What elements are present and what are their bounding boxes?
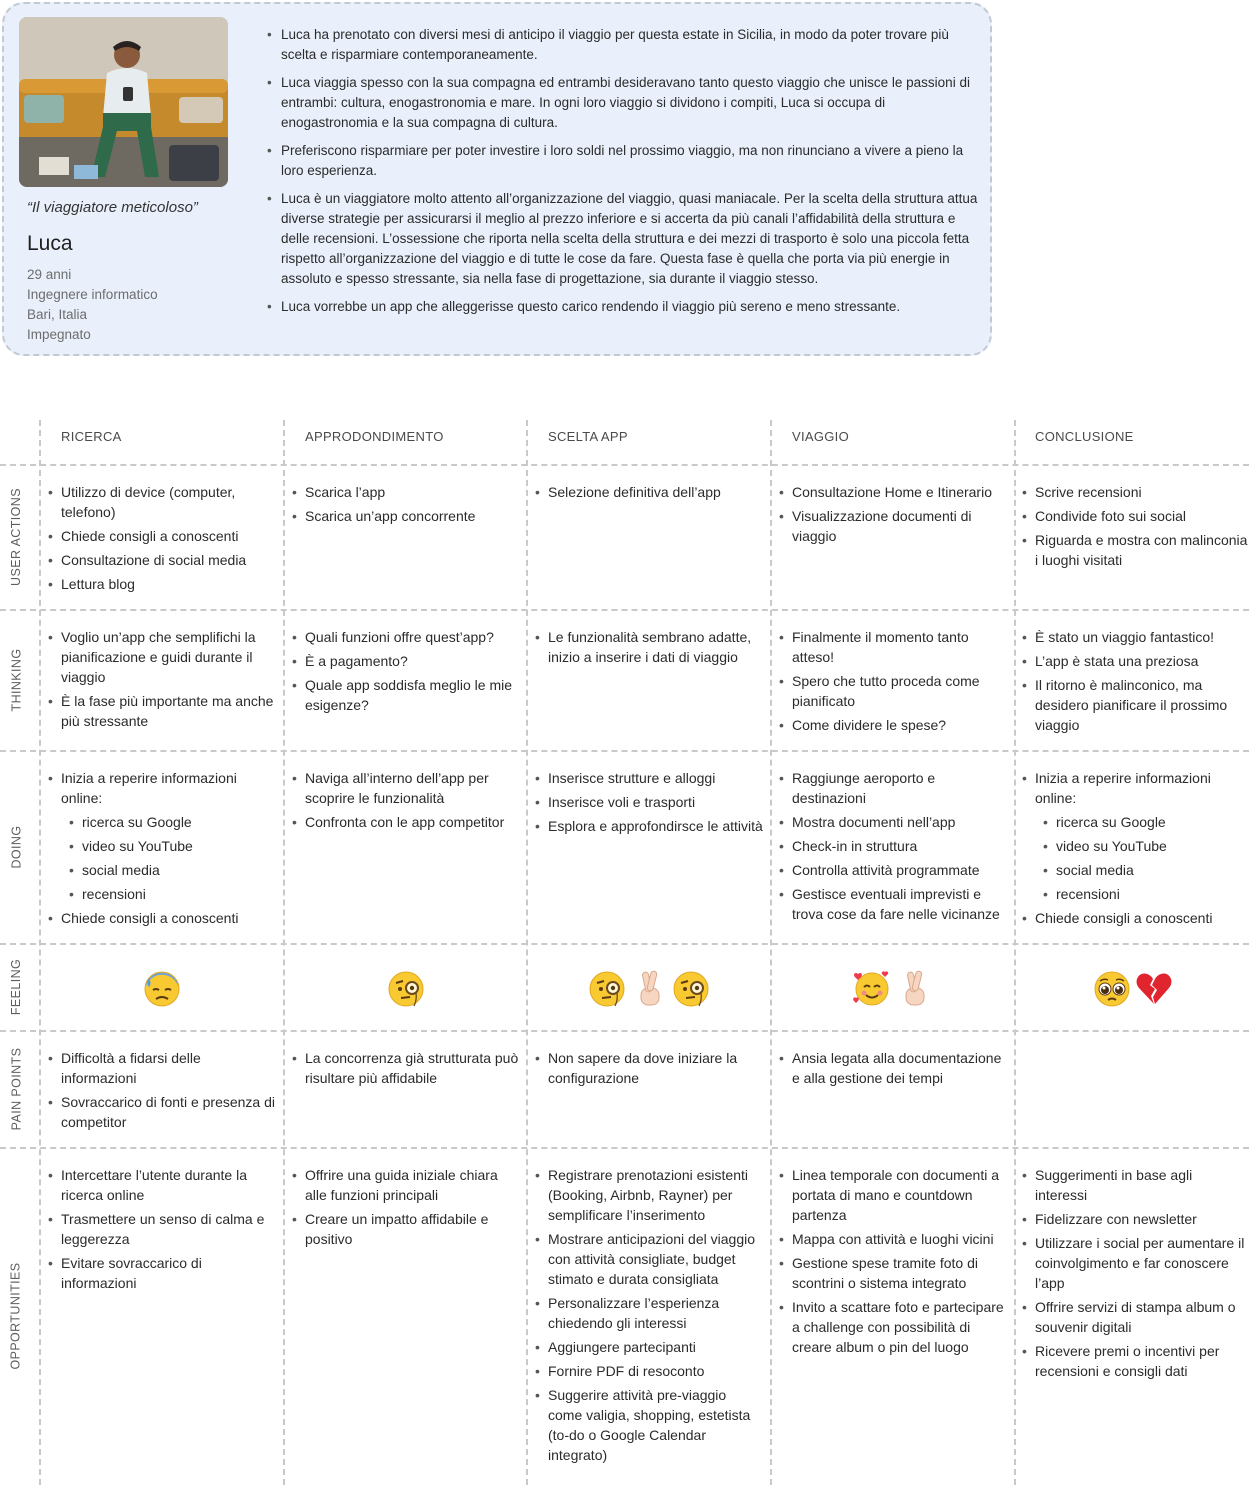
cell-opportunities-conclusione <box>1022 1165 1248 1385</box>
sub-list-item: • video su YouTube <box>69 836 276 856</box>
sub-list-item: • recensioni <box>1043 884 1248 904</box>
cell-feeling-conclusione <box>1016 945 1249 1030</box>
list-item: • Gestisce eventuali imprevisti e trova cose da fare nelle vicinanze <box>779 884 1007 924</box>
row-divider <box>0 1030 1249 1032</box>
list-item: • Controlla attività programmate <box>779 860 1007 880</box>
list-item: • Visualizzazione documenti di viaggio <box>779 506 1007 546</box>
list-item: • Naviga all’interno dell’app per scoprire le funzionalità <box>292 768 520 808</box>
list-item: • Quale app soddisfa meglio le mie esigenze? <box>292 675 520 715</box>
row-label-doing: DOING <box>9 825 24 868</box>
sub-list-item: • recensioni <box>69 884 276 904</box>
list-item: • L’app è stata una preziosa <box>1022 651 1248 671</box>
journey-map <box>0 420 1249 1485</box>
persona-job: Ingegnere informatico <box>27 287 158 302</box>
row-label-feeling: FEELING <box>9 958 24 1015</box>
list-item: • Scarica un’app concorrente <box>292 506 520 526</box>
persona-quote: “Il viaggiatore meticoloso” <box>27 199 198 216</box>
list-item: • Invito a scattare foto e partecipare a challenge con possibilità di creare album o pin del luogo <box>779 1297 1007 1357</box>
list-item: • Confronta con le app competitor <box>292 812 520 832</box>
list-item: • Trasmettere un senso di calma e leggerezza <box>48 1209 276 1249</box>
list-item: • Spero che tutto proceda come pianificato <box>779 671 1007 711</box>
list-item: • Mappa con attività e luoghi vicini <box>779 1229 1007 1249</box>
cell-opportunities-viaggio <box>779 1165 1007 1361</box>
row-label-user-actions: USER ACTIONS <box>9 487 23 586</box>
list-item: • Fidelizzare con newsletter <box>1022 1209 1248 1229</box>
list-item: • Raggiunge aeroporto e destinazioni <box>779 768 1007 808</box>
row-divider <box>0 609 1249 611</box>
list-item: • Difficoltà a fidarsi delle informazioni <box>48 1048 276 1088</box>
sub-list-item: • ricerca su Google <box>69 812 276 832</box>
cell-pain-points-approfondimento <box>292 1048 520 1092</box>
phase-header-conclusione: CONCLUSIONE <box>1035 429 1134 444</box>
sub-list-item: • ricerca su Google <box>1043 812 1248 832</box>
list-item: • Inizia a reperire informazioni online: • ricerca su Google • video su YouTube • social media • recensioni <box>48 768 276 904</box>
cell-user-actions-scelta-app <box>535 482 763 506</box>
bio-item: • Preferiscono risparmiare per poter investire i loro soldi nel prossimo viaggio, ma non rinunciano a vivere a pieno la loro esperienza. <box>267 141 982 181</box>
row-divider <box>0 464 1249 466</box>
cell-user-actions-ricerca <box>48 482 276 598</box>
monocle-face-icon <box>386 968 426 1008</box>
persona-details <box>27 265 158 345</box>
crossed-fingers-icon <box>894 968 934 1008</box>
monocle-face-icon <box>671 968 711 1008</box>
list-item: • Chiede consigli a conoscenti <box>48 526 276 546</box>
sub-list-item: • social media <box>69 860 276 880</box>
sub-list-item: • social media <box>1043 860 1248 880</box>
cell-doing-conclusione <box>1022 768 1248 932</box>
cell-thinking-scelta-app <box>535 627 765 671</box>
crossed-fingers-icon <box>629 968 669 1008</box>
broken-heart-icon <box>1134 968 1174 1008</box>
list-item: • È a pagamento? <box>292 651 520 671</box>
cell-doing-scelta-app <box>535 768 763 840</box>
list-item: • Fornire PDF di resoconto <box>535 1361 763 1381</box>
cell-thinking-ricerca <box>48 627 276 735</box>
cell-user-actions-approfondimento <box>292 482 520 530</box>
list-item: • È stato un viaggio fantastico! <box>1022 627 1248 647</box>
persona-bio <box>267 25 982 325</box>
list-item: • Utilizzo di device (computer, telefono) <box>48 482 276 522</box>
cell-feeling-approfondimento <box>285 945 526 1030</box>
list-item: • Intercettare l’utente durante la ricerca online <box>48 1165 276 1205</box>
list-item: • Inizia a reperire informazioni online: • ricerca su Google • video su YouTube • social media • recensioni <box>1022 768 1248 904</box>
cell-opportunities-scelta-app <box>535 1165 763 1469</box>
list-item: • Registrare prenotazioni esistenti (Booking, Airbnb, Rayner) per semplificare l’inserimento <box>535 1165 763 1225</box>
pleading-face-icon <box>1092 968 1132 1008</box>
cell-pain-points-ricerca <box>48 1048 276 1136</box>
phase-header-approfondimento: APPRODONDIMENTO <box>305 429 444 444</box>
list-item: • Gestione spese tramite foto di scontrini o sistema integrato <box>779 1253 1007 1293</box>
cell-thinking-viaggio <box>779 627 1007 739</box>
sub-list-item: • video su YouTube <box>1043 836 1248 856</box>
list-item: • Come dividere le spese? <box>779 715 1007 735</box>
cell-pain-points-viaggio <box>779 1048 1007 1092</box>
list-item: • Lettura blog <box>48 574 276 594</box>
list-item: • Chiede consigli a conoscenti <box>48 908 276 928</box>
cell-thinking-conclusione <box>1022 627 1248 739</box>
cell-doing-ricerca <box>48 768 276 932</box>
cell-feeling-viaggio <box>772 945 1014 1030</box>
row-divider <box>0 1147 1249 1149</box>
list-item: • Chiede consigli a conoscenti <box>1022 908 1248 928</box>
persona-name: Luca <box>27 232 73 255</box>
cell-thinking-approfondimento <box>292 627 520 719</box>
list-item: • Selezione definitiva dell’app <box>535 482 763 502</box>
list-item: • Riguarda e mostra con malinconia i luoghi visitati <box>1022 530 1248 570</box>
cell-user-actions-conclusione <box>1022 482 1248 574</box>
persona-card <box>2 2 992 356</box>
list-item: • Consultazione Home e Itinerario <box>779 482 1007 502</box>
list-item: • Finalmente il momento tanto atteso! <box>779 627 1007 667</box>
row-divider <box>0 750 1249 752</box>
row-label-pain-points: PAIN POINTS <box>9 1047 23 1130</box>
cell-user-actions-viaggio <box>779 482 1007 550</box>
list-item: • Offrire una guida iniziale chiara alle funzioni principali <box>292 1165 520 1205</box>
phase-header-viaggio: VIAGGIO <box>792 429 850 444</box>
list-item: • Suggerimenti in base agli interessi <box>1022 1165 1248 1205</box>
list-item: • Ansia legata alla documentazione e alla gestione dei tempi <box>779 1048 1007 1088</box>
list-item: • Condivide foto sui social <box>1022 506 1248 526</box>
list-item: • Linea temporale con documenti a portata di mano e countdown partenza <box>779 1165 1007 1225</box>
list-item: • Offrire servizi di stampa album o souvenir digitali <box>1022 1297 1248 1337</box>
list-item: • Consultazione di social media <box>48 550 276 570</box>
persona-status: Impegnato <box>27 327 91 342</box>
list-item: • Non sapere da dove iniziare la configurazione <box>535 1048 763 1088</box>
list-item: • Personalizzare l’esperienza chiedendo gli interessi <box>535 1293 763 1333</box>
list-item: • Creare un impatto affidabile e positivo <box>292 1209 520 1249</box>
row-label-thinking: THINKING <box>9 648 23 711</box>
list-item: • Check-in in struttura <box>779 836 1007 856</box>
cell-pain-points-scelta-app <box>535 1048 763 1092</box>
list-item: • Aggiungere partecipanti <box>535 1337 763 1357</box>
bio-item: • Luca vorrebbe un app che alleggerisse questo carico rendendo il viaggio più sereno e meno stressante. <box>267 297 982 317</box>
list-item: • Suggerire attività pre-viaggio come valigia, shopping, estetista (to-do o Google Calendar integrato) <box>535 1385 763 1465</box>
cell-feeling-ricerca <box>41 945 283 1030</box>
monocle-face-icon <box>587 968 627 1008</box>
list-item: • Esplora e approfondirsce le attività <box>535 816 763 836</box>
list-item: • Il ritorno è malinconico, ma desidero pianificare il prossimo viaggio <box>1022 675 1248 735</box>
phase-header-scelta-app: SCELTA APP <box>548 429 628 444</box>
list-item: • Scrive recensioni <box>1022 482 1248 502</box>
row-label-opportunities: OPPORTUNITIES <box>9 1262 24 1370</box>
list-item: • Quali funzioni offre quest’app? <box>292 627 520 647</box>
list-item: • Mostra documenti nell’app <box>779 812 1007 832</box>
list-item: • Mostrare anticipazioni del viaggio con attività consigliate, budget stimato e durata consigliata <box>535 1229 763 1289</box>
list-item: • Utilizzare i social per aumentare il coinvolgimento e far conoscere l’app <box>1022 1233 1248 1293</box>
bio-item: • Luca ha prenotato con diversi mesi di anticipo il viaggio per questa estate in Sicilia, in modo da poter trovare più scelta e risparmiare contemporaneamente. <box>267 25 982 65</box>
cell-doing-viaggio <box>779 768 1007 928</box>
bio-item: • Luca viaggia spesso con la sua compagna ed entrambi desideravano tanto questo viaggio che unisce le passioni di entrambi: cultura, enogastronomia e mare. In ogni loro viaggio si dividono i compiti, Luca si occupa di enogastronomia e la sua compagna di cultura. <box>267 73 982 133</box>
cell-opportunities-ricerca <box>48 1165 276 1297</box>
cell-feeling-scelta-app <box>528 945 770 1030</box>
list-item: • Scarica l’app <box>292 482 520 502</box>
phase-header-ricerca: RICERCA <box>61 429 122 444</box>
list-item: • Inserisce voli e trasporti <box>535 792 763 812</box>
persona-photo <box>19 17 228 187</box>
list-item: • È la fase più importante ma anche più stressante <box>48 691 276 731</box>
list-item: • Inserisce strutture e alloggi <box>535 768 763 788</box>
persona-age: 29 anni <box>27 267 72 282</box>
list-item: • Le funzionalità sembrano adatte, inizio a inserire i dati di viaggio <box>535 627 765 667</box>
list-item: • Evitare sovraccarico di informazioni <box>48 1253 276 1293</box>
list-item: • La concorrenza già strutturata può risultare più affidabile <box>292 1048 520 1088</box>
list-item: • Ricevere premi o incentivi per recensioni e consigli dati <box>1022 1341 1248 1381</box>
cell-doing-approfondimento <box>292 768 520 836</box>
list-item: • Sovraccarico di fonti e presenza di competitor <box>48 1092 276 1132</box>
smiling-hearts-face-icon <box>852 968 892 1008</box>
list-item: • Voglio un’app che semplifichi la pianificazione e guidi durante il viaggio <box>48 627 276 687</box>
persona-location: Bari, Italia <box>27 307 88 322</box>
sweat-face-icon <box>142 968 182 1008</box>
cell-opportunities-approfondimento <box>292 1165 520 1253</box>
bio-item: • Luca è un viaggiatore molto attento all’organizzazione del viaggio, quasi maniacale. Per la scelta della struttura attua diverse strategie per assicurarsi il meglio al prezzo inferiore e si accerta da più canali l’affidabilità della struttura e delle recensioni. L’ossessione che riporta nella scelta della struttura e dei mezzi di trasporto è solo una piccola fetta rispetto all’organizzazione del viaggio e di tutte le cose da fare. Questa fase è quella che porta via più energie in assoluto e spesso stressante, sia nella fase di progettazione, sia durante il viaggio stesso. <box>267 189 982 289</box>
